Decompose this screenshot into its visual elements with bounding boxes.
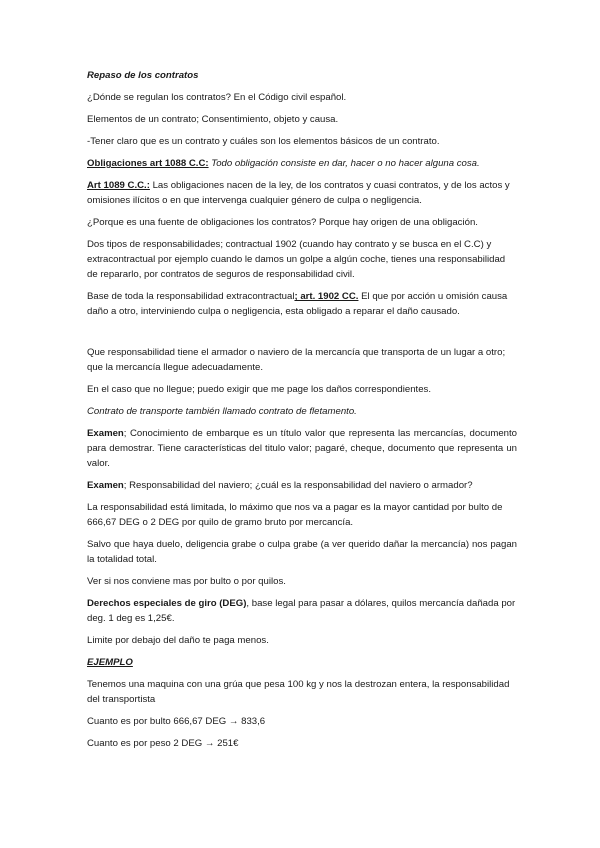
paragraph-4 xyxy=(87,156,517,171)
article-1902-label: ; art. 1902 CC. xyxy=(294,291,359,302)
paragraph-3: -Tener claro que es un contrato y cuáles son los elementos básicos de un contrato. xyxy=(87,136,440,147)
deg-text: , base legal para pasar a dólares, quilos mercancía dañada por deg. 1 deg es 1,25€. xyxy=(87,598,516,624)
paragraph-14: La responsabilidad está limitada, lo máximo que nos va a pagar es la mayor cantidad por bulto de 666,67 DEG o 2 DEG por quilo de gramo bruto por mercancía. xyxy=(87,502,503,528)
deg-label: Derechos especiales de giro (DEG) xyxy=(87,598,247,609)
paragraph-1: ¿Dónde se regulan los contratos? En el Código civil español. xyxy=(87,92,347,103)
paragraph-5 xyxy=(87,178,517,208)
paragraph-11: Contrato de transporte también llamado contrato de fletamento. xyxy=(87,406,357,417)
article-1089-label: Art 1089 C.C.: xyxy=(87,180,150,191)
article-1089-text: Las obligaciones nacen de la ley, de los contratos y cuasi contratos, y de los actos y omisiones ilícitos o en que intervenga cualquier género de culpa o negligencia. xyxy=(87,180,510,206)
section-spacer xyxy=(87,326,517,345)
paragraph-7: Dos tipos de responsabilidades; contractual 1902 (cuando hay contrato y se busca en el C.C) y extracontractual por ejemplo cuando le damos un golpe a algún coche, tienes una responsabilidad de repararlo, por contratos de seguros de responsabilidad civil. xyxy=(87,239,506,280)
paragraph-10: En el caso que no llegue; puedo exigir que me page los daños correspondientes. xyxy=(87,384,432,395)
paragraph-6: ¿Porque es una fuente de obligaciones los contratos? Porque hay origen de una obligación. xyxy=(87,217,478,228)
exam-text-1: ; Conocimiento de embarque es un título valor que representa las mercancías, documento para demostrar. Tiene características del titulo valor; pagaré, cheque, documento que representa un valor. xyxy=(87,428,517,469)
paragraph-15: Salvo que haya duelo, deligencia grabe o culpa grabe (a ver querido dañar la mercancía) nos pagan la totalidad total. xyxy=(87,539,517,565)
paragraph-8 xyxy=(87,289,517,319)
example-heading: EJEMPLO xyxy=(87,657,133,668)
paragraph-12 xyxy=(87,426,517,471)
document-title: Repaso de los contratos xyxy=(87,70,199,81)
exam-label-1: Examen xyxy=(87,428,124,439)
paragraph-13 xyxy=(87,478,517,493)
paragraph-21: Cuanto es por peso 2 DEG → 251€ xyxy=(87,738,239,749)
paragraph-20: Cuanto es por bulto 666,67 DEG → 833,6 xyxy=(87,716,266,727)
paragraph-17 xyxy=(87,596,517,626)
exam-text-2: ; Responsabilidad del naviero; ¿cuál es la responsabilidad del naviero o armador? xyxy=(123,480,473,491)
paragraph-2: Elementos de un contrato; Consentimiento, objeto y causa. xyxy=(87,114,339,125)
article-1902-text: El que por acción u omisión causa daño a otro, interviniendo culpa o negligencia, esta obligado a reparar el daño causado. xyxy=(87,291,508,317)
document-body xyxy=(87,68,517,758)
article-1902-intro: Base de toda la responsabilidad extracontractual xyxy=(87,291,295,302)
paragraph-16: Ver si nos conviene mas por bulto o por quilos. xyxy=(87,576,286,587)
exam-label-2: Examen xyxy=(87,480,124,491)
paragraph-9: Que responsabilidad tiene el armador o naviero de la mercancía que transporta de un lugar a otro; que la mercancía llegue adecuadamente. xyxy=(87,347,506,373)
paragraph-19: Tenemos una maquina con una grúa que pesa 100 kg y nos la destrozan entera, la responsabilidad del transportista xyxy=(87,679,510,705)
article-1088-text: Todo obligación consiste en dar, hacer o no hacer alguna cosa. xyxy=(208,158,480,169)
article-1088-label: Obligaciones art 1088 C.C: xyxy=(87,158,209,169)
paragraph-18: Limite por debajo del daño te paga menos. xyxy=(87,635,269,646)
